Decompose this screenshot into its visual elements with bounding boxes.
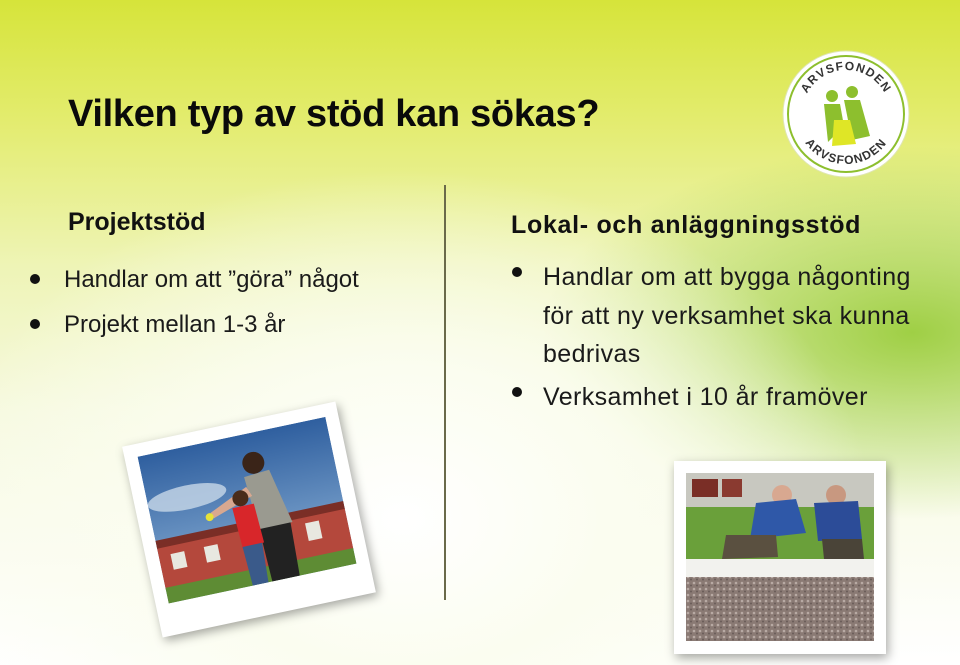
arvsfonden-logo-icon: [782, 50, 910, 178]
list-item: [512, 258, 942, 374]
photo-children-playing: [122, 401, 376, 637]
list-item: [512, 378, 942, 417]
right-bullet-list: [512, 258, 942, 416]
right-column-heading: Lokal- och anläggningsstöd: [511, 211, 862, 239]
list-item-text: Handlar om att ”göra” något: [64, 266, 359, 293]
bullet-icon: [512, 387, 522, 397]
bullet-icon: [512, 267, 522, 277]
children-playing-photo-icon: [138, 417, 357, 604]
slide-title: Vilken typ av stöd kan sökas?: [68, 93, 600, 135]
men-laying-turf-photo-icon: [686, 473, 874, 641]
left-column-heading: Projektstöd: [68, 208, 206, 236]
logo-text-top: ARVSFONDEN: [797, 58, 895, 96]
logo-text-bottom: ARVSFONDEN: [802, 135, 890, 168]
bullet-icon: [30, 274, 40, 284]
photo-men-laying-turf: [674, 461, 886, 654]
list-item-text: Projekt mellan 1-3 år: [64, 311, 286, 338]
list-item: [30, 311, 359, 356]
list-item-text: Verksamhet i 10 år framöver: [543, 382, 868, 411]
bullet-icon: [30, 319, 40, 329]
list-item-text: Handlar om att bygga någonting för att ny verksamhet ska kunna bedrivas: [543, 263, 911, 368]
left-bullet-list: [30, 266, 359, 356]
column-divider: [444, 185, 446, 600]
list-item: [30, 266, 359, 311]
